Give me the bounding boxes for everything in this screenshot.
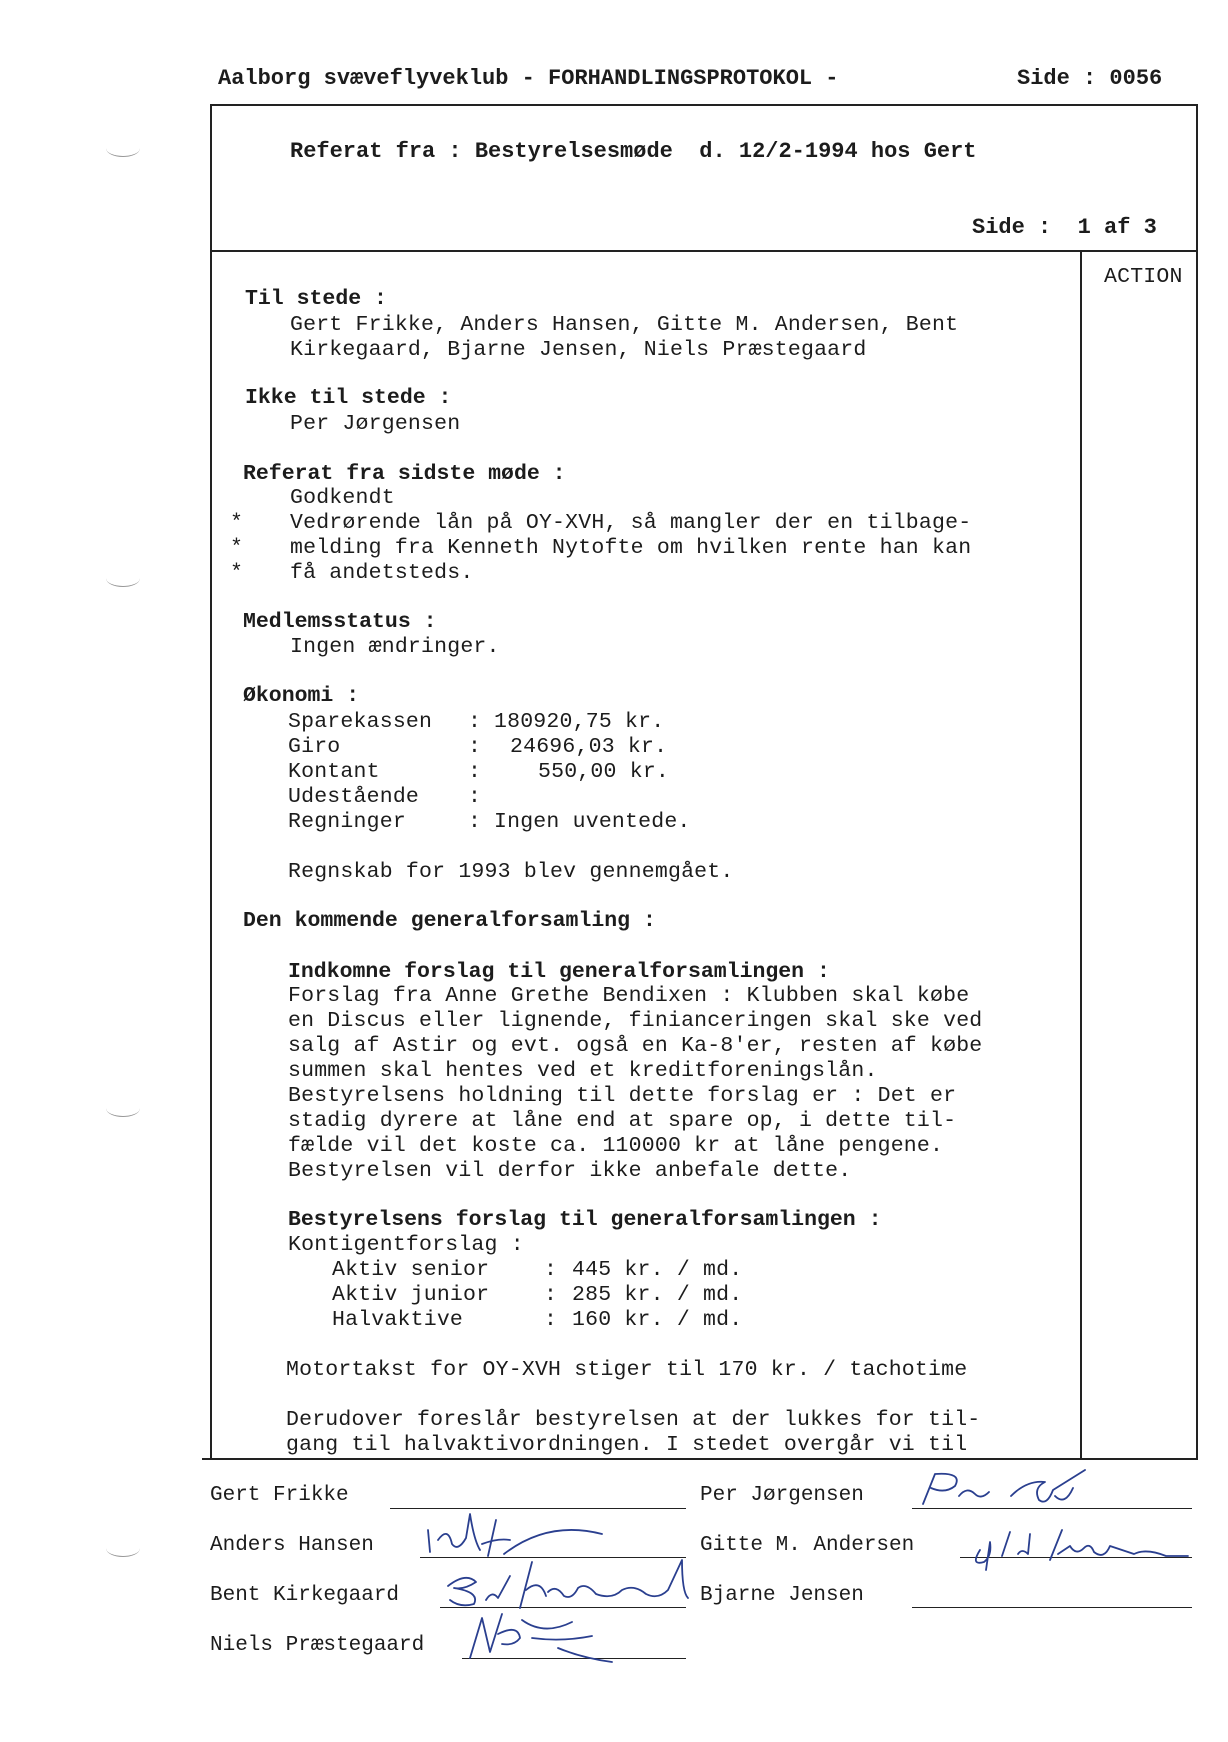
header-box-left — [210, 104, 212, 252]
last-meeting-line: få andetsteds. — [290, 561, 474, 585]
general-assembly-heading: Den kommende generalforsamling : — [243, 909, 656, 933]
last-meeting-line: Vedrørende lån på OY-XVH, så mangler der en tilbage- — [290, 511, 972, 535]
fee-proposal-label: Kontigentforslag : — [288, 1233, 524, 1257]
economy-row-sep: : — [468, 735, 482, 759]
action-column-divider — [1080, 252, 1082, 1460]
handwritten-signature — [418, 1500, 608, 1560]
punch-hole — [106, 140, 140, 157]
last-meeting-line: melding fra Kenneth Nytofte om hvilken rente han kan — [290, 536, 972, 560]
absent-heading: Ikke til stede : — [245, 386, 452, 410]
last-meeting-line: Godkendt — [290, 486, 395, 510]
fee-row-label: Halvaktive — [332, 1308, 464, 1332]
punch-hole — [106, 1100, 140, 1117]
meeting-title: Referat fra : Bestyrelsesmøde d. 12/2-1994 hos Gert — [290, 139, 977, 164]
fee-row-sep: : — [544, 1308, 558, 1332]
incoming-proposals-heading: Indkomne forslag til generalforsamlingen : — [288, 960, 830, 984]
economy-row-label: Regninger — [288, 810, 406, 834]
economy-row-label: Sparekassen — [288, 710, 433, 734]
incoming-line: Forslag fra Anne Grethe Bendixen : Klubben skal købe — [288, 984, 970, 1008]
incoming-line: Bestyrelsen vil derfor ikke anbefale dette. — [288, 1159, 852, 1183]
header-box-right — [1196, 104, 1198, 252]
action-column-label: ACTION — [1104, 265, 1183, 289]
incoming-line: Bestyrelsens holdning til dette forslag er : Det er — [288, 1084, 957, 1108]
signatory-name: Bjarne Jensen — [700, 1584, 864, 1607]
economy-row-label: Kontant — [288, 760, 380, 784]
handwritten-signature — [436, 1552, 696, 1612]
handwritten-signature — [915, 1466, 1095, 1510]
handwritten-signature — [462, 1606, 652, 1666]
closing-line: gang til halvaktivordningen. I stedet overgår vi til — [286, 1433, 968, 1457]
economy-row-label: Udestående — [288, 785, 420, 809]
economy-row-sep: : — [468, 710, 482, 734]
present-line: Gert Frikke, Anders Hansen, Gitte M. Andersen, Bent — [290, 313, 959, 337]
economy-row-sep: : — [468, 760, 482, 784]
body-frame-right — [1196, 252, 1198, 1460]
economy-row-value: 550,00 kr. — [538, 760, 670, 784]
handwritten-signature — [966, 1520, 1192, 1570]
action-marker: * — [230, 561, 244, 585]
incoming-line: stadig dyrere at låne end at spare op, i dette til- — [288, 1109, 957, 1133]
signature-line — [912, 1607, 1192, 1608]
motor-rate-line: Motortakst for OY-XVH stiger til 170 kr. / tachotime — [286, 1358, 968, 1382]
action-marker: * — [230, 536, 244, 560]
members-line: Ingen ændringer. — [290, 635, 500, 659]
header-box-top — [210, 104, 1198, 106]
body-frame-left — [210, 252, 212, 1460]
incoming-line: fælde vil det koste ca. 110000 kr at låne pengene. — [288, 1134, 944, 1158]
last-meeting-heading: Referat fra sidste møde : — [243, 462, 566, 486]
economy-row-value: Ingen uventede. — [494, 810, 691, 834]
incoming-line: salg af Astir og evt. også en Ka-8'er, resten af købe — [288, 1034, 983, 1058]
fee-row-sep: : — [544, 1258, 558, 1282]
closing-line: Derudover foreslår bestyrelsen at der lukkes for til- — [286, 1408, 981, 1432]
signatory-name: Bent Kirkegaard — [210, 1584, 400, 1607]
signatory-name: Per Jørgensen — [700, 1484, 864, 1507]
signatory-name: Niels Præstegaard — [210, 1634, 425, 1657]
economy-row-value: 180920,75 kr. — [494, 710, 665, 734]
signatory-name: Gert Frikke — [210, 1484, 349, 1507]
present-heading: Til stede : — [245, 287, 387, 311]
present-line: Kirkegaard, Bjarne Jensen, Niels Præstegaard — [290, 338, 867, 362]
punch-hole — [106, 1540, 140, 1557]
absent-line: Per Jørgensen — [290, 412, 461, 436]
fee-row-value: 285 kr. / md. — [572, 1283, 743, 1307]
economy-row-sep: : — [468, 810, 482, 834]
punch-hole — [106, 570, 140, 587]
signatory-name: Gitte M. Andersen — [700, 1534, 915, 1557]
meeting-page-number: Side : 1 af 3 — [972, 215, 1157, 240]
members-heading: Medlemsstatus : — [243, 610, 437, 634]
club-title: Aalborg svæveflyveklub - FORHANDLINGSPROTOKOL - — [218, 66, 839, 91]
fee-row-label: Aktiv junior — [332, 1283, 490, 1307]
signatory-name: Anders Hansen — [210, 1534, 374, 1557]
header-box-bottom — [210, 250, 1198, 252]
action-marker: * — [230, 511, 244, 535]
economy-note: Regnskab for 1993 blev gennemgået. — [288, 860, 734, 884]
economy-row-value: 24696,03 kr. — [510, 735, 668, 759]
economy-row-sep: : — [468, 785, 482, 809]
protocol-page-number: Side : 0056 — [1017, 66, 1163, 91]
fee-row-value: 445 kr. / md. — [572, 1258, 743, 1282]
incoming-line: summen skal hentes ved et kreditforeningslån. — [288, 1059, 878, 1083]
fee-row-sep: : — [544, 1283, 558, 1307]
economy-row-label: Giro — [288, 735, 341, 759]
body-frame-bottom — [202, 1458, 1198, 1460]
fee-row-value: 160 kr. / md. — [572, 1308, 743, 1332]
incoming-line: en Discus eller lignende, finianceringen skal ske ved — [288, 1009, 983, 1033]
fee-row-label: Aktiv senior — [332, 1258, 490, 1282]
economy-heading: Økonomi : — [243, 684, 360, 708]
board-proposals-heading: Bestyrelsens forslag til generalforsamlingen : — [288, 1208, 882, 1232]
